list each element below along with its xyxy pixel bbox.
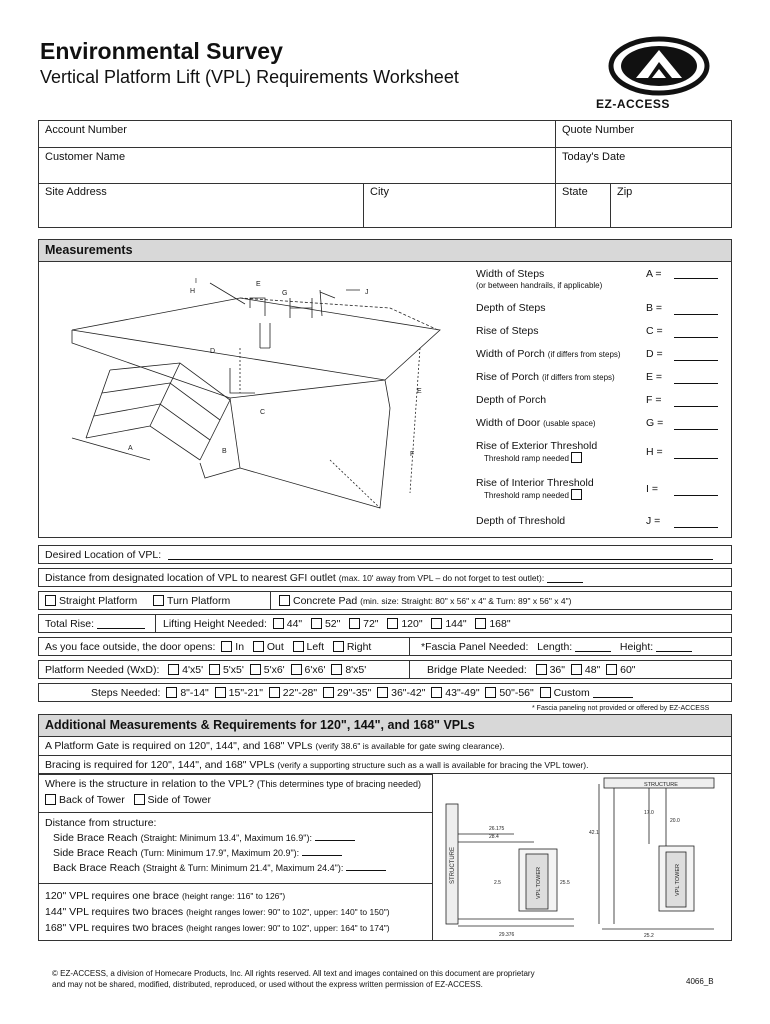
input-a[interactable] <box>674 278 718 279</box>
bracing-row: Bracing is required for 120", 144", and 168" VPLs (verify a supporting structure such as a wall is available for bracing the VPL tower). <box>38 755 732 774</box>
brace-requirements-box: 120" VPL requires one brace (height range: 116" to 126") 144" VPL requires two braces (height ranges lower: 90" to 102", upper: 140" to 150") 168" VPL requires two braces (height ranges lower: 90" to 102", upper: 164" to 174") <box>38 883 433 941</box>
diagram-letter-c: C <box>260 409 266 416</box>
diagram-letter-d: D <box>210 348 216 355</box>
address-table <box>38 183 732 228</box>
customer-info-table <box>38 120 732 184</box>
svg-text:26.175: 26.175 <box>489 826 505 832</box>
svg-text:2.5: 2.5 <box>494 880 501 886</box>
input-j[interactable] <box>674 527 718 528</box>
gate-row: A Platform Gate is required on 120", 144", and 168" VPLs (verify 38.6" is available for gate swing clearance). <box>38 737 732 756</box>
turn-platform-checkbox[interactable] <box>153 595 164 606</box>
svg-text:25.2: 25.2 <box>644 933 654 939</box>
concrete-pad-checkbox[interactable] <box>279 595 290 606</box>
measure-row-depth-of-porch: Depth of Porch F = <box>476 394 726 406</box>
input-h[interactable] <box>674 458 718 459</box>
vpl-tower-label-right: VPL TOWER <box>675 864 681 896</box>
svg-text:28.4: 28.4 <box>489 834 499 840</box>
side-brace-turn-input[interactable] <box>302 855 342 856</box>
steps-22-28-checkbox[interactable] <box>269 687 280 698</box>
steps-36-42-checkbox[interactable] <box>377 687 388 698</box>
diagram-letter-j: J <box>365 289 369 296</box>
platform-4x5-checkbox[interactable] <box>168 664 179 675</box>
lift-168-checkbox[interactable] <box>475 618 486 629</box>
side-brace-straight-input[interactable] <box>315 840 355 841</box>
measurements-heading: Measurements <box>39 240 731 262</box>
platform-5x6-checkbox[interactable] <box>250 664 261 675</box>
fascia-footnote: * Fascia paneling not provided or offered by EZ-ACCESS <box>532 705 710 712</box>
state-field[interactable]: State <box>556 183 611 227</box>
door-right-checkbox[interactable] <box>333 641 344 652</box>
svg-text:17.0: 17.0 <box>644 810 654 816</box>
steps-custom-checkbox[interactable] <box>540 687 551 698</box>
lift-144-checkbox[interactable] <box>431 618 442 629</box>
desired-location-input[interactable] <box>168 559 713 560</box>
platform-needed-row: Platform Needed (WxD): 4'x5' 5'x5' 5'x6' 6'x6' 8'x5' Bridge Plate Needed: 36" 48" 60" <box>38 660 732 679</box>
door-opens-row: As you face outside, the door opens: In Out Left Right *Fascia Panel Needed: Length: Height: <box>38 637 732 656</box>
diagram-letter-g: G <box>282 290 288 297</box>
lift-120-checkbox[interactable] <box>387 618 398 629</box>
measure-row-width-of-steps: Width of Steps (or between handrails, if applicable) A = <box>476 268 726 292</box>
site-address-field[interactable]: Site Address <box>39 183 364 227</box>
diagram-letter-f: F <box>410 451 415 458</box>
page-title: Environmental Survey <box>40 38 283 64</box>
back-brace-input[interactable] <box>346 870 386 871</box>
structure-label-left: STRUCTURE <box>450 847 456 884</box>
ext-threshold-ramp-checkbox[interactable] <box>571 452 582 463</box>
measure-row-rise-of-steps: Rise of Steps C = <box>476 325 726 337</box>
input-f[interactable] <box>674 406 718 407</box>
bridge-48-checkbox[interactable] <box>571 664 582 675</box>
todays-date-field[interactable]: Today's Date <box>556 148 732 184</box>
lift-44-checkbox[interactable] <box>273 618 284 629</box>
back-of-tower-checkbox[interactable] <box>45 794 56 805</box>
platform-6x6-checkbox[interactable] <box>291 664 302 675</box>
structure-label-right: STRUCTURE <box>644 782 678 788</box>
int-threshold-ramp-checkbox[interactable] <box>571 489 582 500</box>
svg-text:25.5: 25.5 <box>560 880 570 886</box>
page-subtitle: Vertical Platform Lift (VPL) Requirements Worksheet <box>40 67 459 87</box>
measure-row-depth-of-steps: Depth of Steps B = <box>476 302 726 314</box>
diagram-letter-a: A <box>128 445 133 452</box>
platform-8x5-checkbox[interactable] <box>331 664 342 675</box>
straight-platform-checkbox[interactable] <box>45 595 56 606</box>
document-number: 4066_B <box>686 977 714 986</box>
steps-29-35-checkbox[interactable] <box>323 687 334 698</box>
fascia-length-input[interactable] <box>575 651 611 652</box>
input-d[interactable] <box>674 360 718 361</box>
porch-diagram <box>60 268 460 528</box>
copyright-notice: © EZ-ACCESS, a division of Homecare Products, Inc. All rights reserved. All text and images contained on this document are proprietary and may not be shared, modified, distributed, reproduced, or used without the express written permission of EZ-ACCESS. <box>52 969 535 989</box>
measure-row-width-of-porch: Width of Porch (if differs from steps) D = <box>476 348 726 361</box>
measure-row-depth-of-threshold: Depth of Threshold J = <box>476 515 726 527</box>
platform-5x5-checkbox[interactable] <box>209 664 220 675</box>
brand-name: EZ-ACCESS <box>596 97 670 111</box>
gfi-row: Distance from designated location of VPL to nearest GFI outlet (max. 10' away from VPL – do not forget to test outlet): <box>38 568 732 587</box>
measure-row-rise-of-porch: Rise of Porch (if differs from steps) E = <box>476 371 726 384</box>
measure-row-width-of-door: Width of Door (usable space) G = <box>476 417 726 430</box>
city-field[interactable]: City <box>364 183 556 227</box>
desired-location-row: Desired Location of VPL: <box>38 545 732 564</box>
steps-15-21-checkbox[interactable] <box>215 687 226 698</box>
measure-row-int-threshold: Rise of Interior Threshold Threshold ramp needed I = <box>476 477 726 502</box>
total-rise-input[interactable] <box>97 628 145 629</box>
steps-needed-row: Steps Needed: 8"-14" 15"-21" 22"-28" 29"-35" 36"-42" 43"-49" 50"-56" Custom <box>38 683 732 702</box>
diagram-letter-e: E <box>256 281 261 288</box>
quote-number-field[interactable]: Quote Number <box>556 121 732 148</box>
diagram-letter-h: H <box>190 288 196 295</box>
vpl-tower-label-left: VPL TOWER <box>536 867 542 899</box>
lift-72-checkbox[interactable] <box>349 618 360 629</box>
bridge-60-checkbox[interactable] <box>606 664 617 675</box>
door-in-checkbox[interactable] <box>221 641 232 652</box>
door-out-checkbox[interactable] <box>253 641 264 652</box>
input-g[interactable] <box>674 429 718 430</box>
input-b[interactable] <box>674 314 718 315</box>
fascia-height-input[interactable] <box>656 651 692 652</box>
steps-43-49-checkbox[interactable] <box>431 687 442 698</box>
zip-field[interactable]: Zip <box>611 183 732 227</box>
input-c[interactable] <box>674 337 718 338</box>
customer-name-field[interactable]: Customer Name <box>39 148 556 184</box>
additional-heading: Additional Measurements & Requirements for 120", 144", and 168" VPLs <box>39 715 731 737</box>
side-of-tower-checkbox[interactable] <box>134 794 145 805</box>
steps-custom-input[interactable] <box>593 697 633 698</box>
diagram-letter-i: I <box>195 278 197 285</box>
svg-text:42.1: 42.1 <box>589 830 599 836</box>
bridge-36-checkbox[interactable] <box>536 664 547 675</box>
diagram-letter-e2: E <box>417 388 422 395</box>
steps-8-14-checkbox[interactable] <box>166 687 177 698</box>
account-number-field[interactable]: Account Number <box>39 121 556 148</box>
distance-box: Distance from structure: Side Brace Reach (Straight: Minimum 13.4", Maximum 16.9"): Side Brace Reach (Turn: Minimum 17.9", Maximum 20.9"): Back Brace Reach (Straight & Turn: Minimum 21.4", Maximum 24.4"): <box>38 812 433 884</box>
svg-text:29.376: 29.376 <box>499 932 515 938</box>
diagram-letter-b: B <box>222 448 227 455</box>
lift-52-checkbox[interactable] <box>311 618 322 629</box>
structure-box: Where is the structure in relation to the VPL? (This determines type of bracing needed) Back of Tower Side of Tower <box>38 774 433 813</box>
total-rise-row: Total Rise: Lifting Height Needed: 44" 52" 72" 120" 144" 168" <box>38 614 732 633</box>
bracing-diagram <box>434 774 732 941</box>
measure-row-ext-threshold: Rise of Exterior Threshold Threshold ramp needed H = <box>476 440 726 465</box>
svg-text:20.0: 20.0 <box>670 818 680 824</box>
input-e[interactable] <box>674 383 718 384</box>
gfi-distance-input[interactable] <box>547 582 583 583</box>
input-i[interactable] <box>674 495 718 496</box>
platform-type-row: Straight Platform Turn Platform Concrete Pad (min. size: Straight: 80" x 56" x 4" & Turn: 89" x 56" x 4") <box>38 591 732 610</box>
steps-50-56-checkbox[interactable] <box>485 687 496 698</box>
door-left-checkbox[interactable] <box>293 641 304 652</box>
